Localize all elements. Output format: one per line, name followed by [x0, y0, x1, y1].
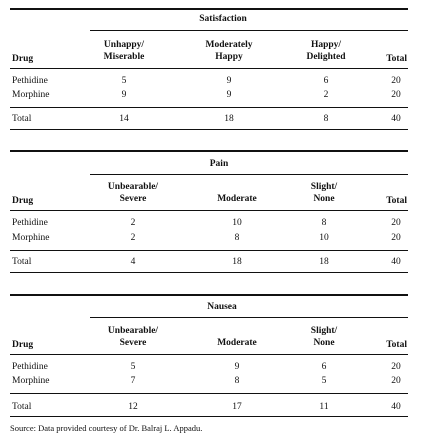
header-col-2-line-1: Moderately [205, 40, 253, 50]
cell: 2 [130, 233, 136, 243]
header-total: Total [386, 196, 407, 206]
header-col-2-line-2: Moderate [217, 194, 257, 204]
cell: 9 [226, 90, 232, 100]
row-drug-name: Pethidine [12, 362, 48, 372]
cell-total: 20 [391, 218, 401, 228]
table-title: Nausea [207, 302, 237, 312]
header-col-3-line-1: Slight/ [310, 182, 338, 192]
totals-grand-total: 40 [391, 402, 401, 412]
header-col-3-line-2: Delighted [306, 52, 346, 62]
table-title: Pain [209, 159, 229, 169]
cell: 9 [121, 90, 127, 100]
cell: 9 [226, 76, 232, 86]
table-title: Satisfaction [199, 14, 247, 24]
cell: 2 [130, 218, 136, 228]
title-underline [90, 317, 408, 318]
header-col-3-line-1: Happy/ [310, 40, 342, 50]
totals-cell: 18 [319, 257, 329, 267]
row-drug-name: Morphine [12, 233, 50, 243]
totals-cell: 17 [232, 402, 242, 412]
header-col-3-line-2: None [313, 338, 335, 348]
totals-grand-total: 40 [391, 114, 401, 124]
totals-cell: 14 [119, 114, 129, 124]
header-col-3-line-1: Slight/ [310, 326, 338, 336]
title-underline [90, 174, 408, 175]
header-drug: Drug [12, 54, 34, 64]
body-rule [10, 393, 408, 394]
totals-label: Total [12, 402, 32, 412]
table-top-rule [10, 294, 408, 296]
row-drug-name: Morphine [12, 376, 50, 386]
cell-total: 20 [391, 76, 401, 86]
cell: 8 [234, 376, 240, 386]
table-top-rule [10, 8, 408, 10]
totals-cell: 11 [319, 402, 329, 412]
header-total: Total [386, 54, 407, 64]
body-rule [10, 250, 408, 251]
totals-label: Total [12, 114, 32, 124]
table-bottom-rule [10, 272, 408, 273]
row-drug-name: Pethidine [12, 218, 48, 228]
cell: 8 [321, 218, 327, 228]
header-rule [10, 68, 408, 69]
totals-label: Total [12, 257, 32, 267]
totals-cell: 4 [130, 257, 136, 267]
header-rule [10, 210, 408, 211]
header-col-1-line-1: Unbearable/ [107, 326, 159, 336]
header-col-1-line-2: Miserable [103, 52, 145, 62]
cell-total: 20 [391, 90, 401, 100]
header-col-3-line-2: None [313, 194, 335, 204]
cell-total: 20 [391, 233, 401, 243]
header-col-2-line-2: Moderate [217, 338, 257, 348]
cell: 8 [234, 233, 240, 243]
cell: 6 [323, 76, 329, 86]
cell: 10 [319, 233, 329, 243]
header-col-1-line-2: Severe [119, 338, 147, 348]
header-col-1-line-2: Severe [119, 194, 147, 204]
cell: 5 [321, 376, 327, 386]
header-drug: Drug [12, 340, 34, 350]
header-col-1-line-1: Unhappy/ [103, 40, 145, 50]
totals-cell: 8 [323, 114, 329, 124]
header-drug: Drug [12, 196, 34, 206]
table-bottom-rule [10, 416, 408, 417]
totals-cell: 12 [128, 402, 138, 412]
totals-cell: 18 [232, 257, 242, 267]
body-rule [10, 107, 408, 108]
header-total: Total [386, 340, 407, 350]
cell: 10 [232, 218, 242, 228]
cell: 7 [130, 376, 136, 386]
table-pain [10, 148, 408, 278]
title-underline [90, 30, 408, 31]
cell-total: 20 [391, 376, 401, 386]
header-col-2-line-2: Happy [215, 52, 243, 62]
cell-total: 20 [391, 362, 401, 372]
cell: 2 [323, 90, 329, 100]
table-bottom-rule [10, 129, 408, 130]
header-col-1-line-1: Unbearable/ [107, 182, 159, 192]
table-satisfaction [10, 6, 408, 134]
table-nausea [10, 292, 408, 420]
cell: 9 [234, 362, 240, 372]
cell: 6 [321, 362, 327, 372]
cell: 5 [130, 362, 136, 372]
cell: 5 [121, 76, 127, 86]
totals-cell: 18 [224, 114, 234, 124]
table-top-rule [10, 150, 408, 152]
totals-grand-total: 40 [391, 257, 401, 267]
row-drug-name: Pethidine [12, 76, 48, 86]
row-drug-name: Morphine [12, 90, 50, 100]
header-rule [10, 354, 408, 355]
source-note: Source: Data provided courtesy of Dr. Balraj L. Appadu. [10, 423, 203, 433]
